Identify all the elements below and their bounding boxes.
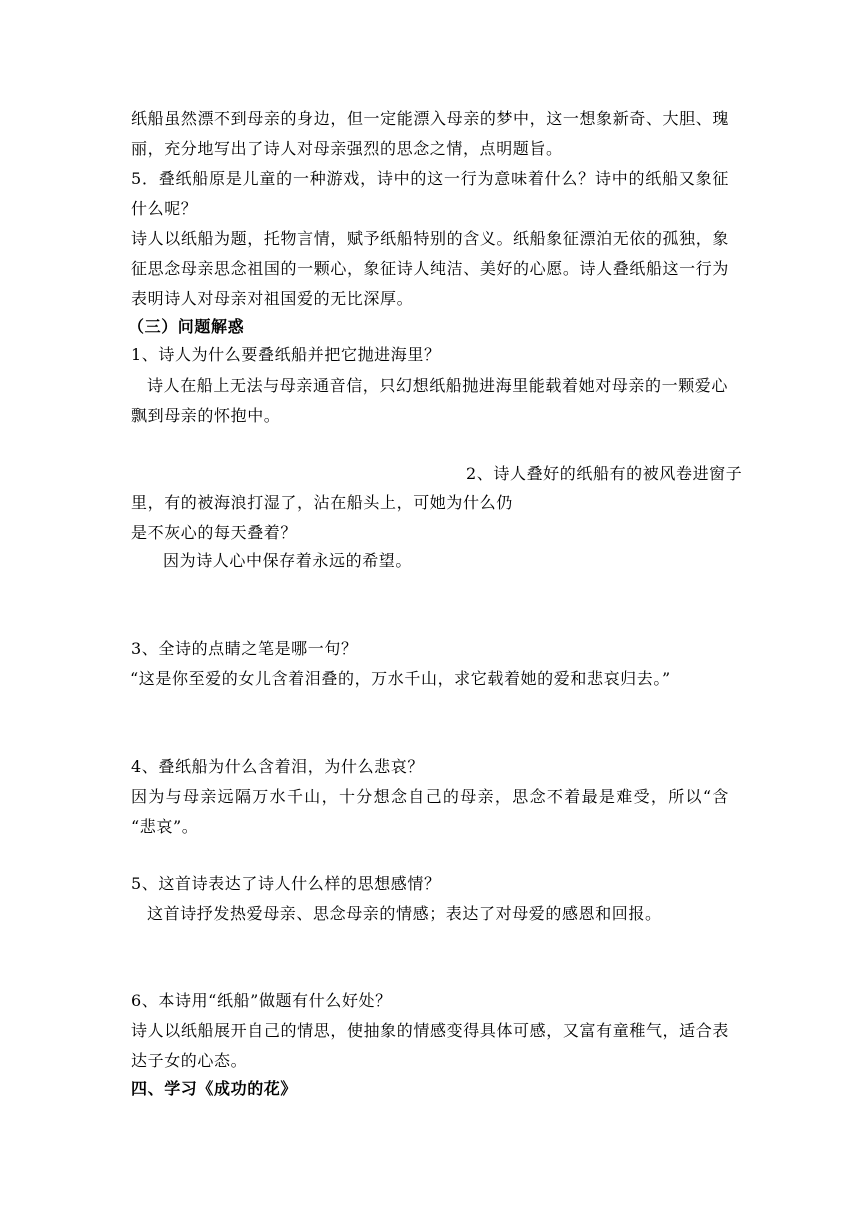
question-6: 6、本诗用“纸船”做题有什么好处？ — [131, 991, 392, 1010]
question-1: 1、诗人为什么要叠纸船并把它抛进海里？ — [131, 345, 441, 364]
answer-4-line: 因为与母亲远隔万水千山，十分想念自己的母亲，思念不着最是难受，所以“含 — [131, 787, 729, 806]
answer-6-line: 达子女的心态。 — [131, 1051, 248, 1070]
answer-5b: 这首诗抒发热爱母亲、思念母亲的情感；表达了对母爱的感恩和回报。 — [147, 904, 662, 923]
answer-5-line: 诗人以纸船为题，托物言情，赋予纸船特别的含义。纸船象征漂泊无依的孤独，象 — [131, 229, 729, 248]
answer-2: 因为诗人心中保存着永远的希望。 — [163, 551, 413, 570]
section-heading: （三）问题解惑 — [128, 317, 245, 336]
question-5: 5．叠纸船原是儿童的一种游戏，诗中的这一行为意味着什么？诗中的纸船又象征 — [131, 169, 729, 188]
paragraph-line: 纸船虽然漂不到母亲的身边，但一定能漂入母亲的梦中，这一想象新奇、大胆、瑰 — [131, 109, 729, 128]
answer-6-line: 诗人以纸船展开自己的情思，使抽象的情感变得具体可感，又富有童稚气，适合表 — [131, 1021, 729, 1040]
question-2-cont: 是不灰心的每天叠着？ — [131, 523, 298, 542]
answer-1-line: 诗人在船上无法与母亲通音信，只幻想纸船抛进海里能载着她对母亲的一颗爱心 — [147, 376, 729, 395]
answer-5-line: 征思念母亲思念祖国的一颗心，象征诗人纯洁、美好的心愿。诗人叠纸船这一行为 — [131, 259, 729, 278]
question-2-cont: 里，有的被海浪打湿了，沾在船头上，可她为什么仍 — [131, 493, 513, 512]
answer-3: “这是你至爱的女儿含着泪叠的，万水千山，求它载着她的爱和悲哀归去。” — [130, 669, 671, 688]
answer-4-line: “悲哀”。 — [131, 817, 199, 836]
section-heading: 四、学习《成功的花》 — [131, 1079, 298, 1098]
paragraph-line: 丽，充分地写出了诗人对母亲强烈的思念之情，点明题旨。 — [131, 139, 563, 158]
answer-1-line: 飘到母亲的怀抱中。 — [131, 406, 281, 425]
question-4: 4、叠纸船为什么含着泪，为什么悲哀？ — [131, 757, 424, 776]
question-2: 2、诗人叠好的纸船有的被风卷进窗子 — [466, 464, 743, 483]
question-5-cont: 什么呢？ — [131, 199, 198, 218]
question-3: 3、全诗的点睛之笔是哪一句？ — [131, 639, 358, 658]
answer-5-line: 表明诗人对母亲对祖国爱的无比深厚。 — [131, 289, 414, 308]
question-5b: 5、这首诗表达了诗人什么样的思想感情？ — [131, 874, 441, 893]
